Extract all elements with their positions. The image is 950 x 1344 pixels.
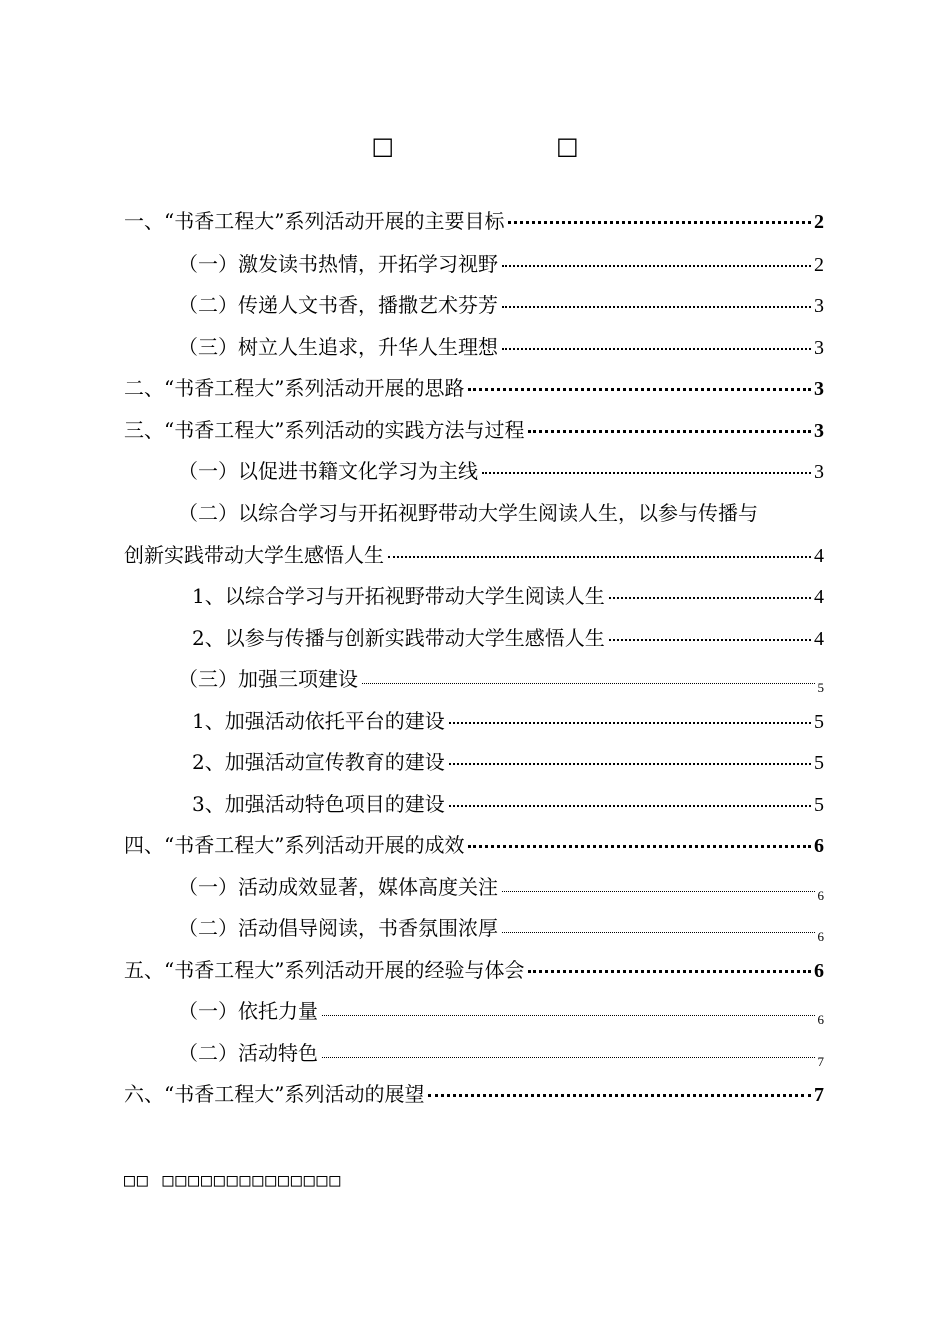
footer-note: □□ □□□□□□□□□□□□□□ [124,1170,343,1191]
toc-entry-text: 创新实践带动大学生感悟人生 [124,543,384,567]
toc-entry-text: （二）活动倡导阅读，书香氛围浓厚 [178,916,498,940]
toc-leader [322,1015,815,1016]
toc-page-number: 3 [814,295,824,317]
toc-entry[interactable] [178,997,824,1025]
toc-page-number: 5 [814,752,824,774]
toc-leader [388,556,811,558]
toc-entry-text: （一）以促进书籍文化学习为主线 [178,459,478,483]
toc-entry-text: （一）活动成效显著，媒体高度关注 [178,875,498,899]
toc-leader [528,970,811,973]
toc-entry-text: （二）活动特色 [178,1041,318,1065]
toc-leader [502,265,811,267]
toc-entry[interactable] [124,416,824,444]
toc-entry[interactable] [178,1039,824,1067]
toc-leader [502,932,815,933]
toc-page-number: 3 [814,420,824,442]
toc-page-number: 5 [814,711,824,733]
toc-leader [428,1094,811,1097]
toc-entry-text: 一、“书香工程大”系列活动开展的主要目标 [124,209,505,233]
toc-page-number: 6 [817,1012,824,1027]
toc-page-number: 2 [814,211,824,233]
toc-entry[interactable] [178,457,824,485]
toc-page-number: 4 [814,628,824,650]
toc-entry-text: 六、“书香工程大”系列活动的展望 [124,1082,425,1106]
toc-entry-text: 2、加强活动宣传教育的建设 [192,750,445,774]
page-title: □ □ [371,132,617,160]
toc-entry-text: 五、“书香工程大”系列活动开展的经验与体会 [124,958,525,982]
toc-leader [468,388,811,391]
toc-entry-text: （三）树立人生追求，升华人生理想 [178,335,498,359]
toc-leader [609,639,811,641]
toc-leader [508,221,811,224]
toc-entry-text: （一）激发读书热情，开拓学习视野 [178,252,498,276]
toc-page-number: 3 [814,461,824,483]
toc-page-number: 6 [817,929,824,944]
toc-leader [609,597,811,599]
toc-entry[interactable] [192,624,824,652]
toc-page-number: 4 [814,545,824,567]
toc-leader [449,722,811,724]
toc-leader [322,1057,815,1058]
toc-entry-text: （二）传递人文书香，播撒艺术芬芳 [178,293,498,317]
toc-entry[interactable] [178,914,824,942]
toc-entry[interactable] [124,831,824,859]
toc-page-number: 6 [814,835,824,857]
toc-leader [449,805,811,807]
toc-entry[interactable] [178,873,824,901]
toc-page-number: 7 [814,1084,824,1106]
toc-entry-text: （一）依托力量 [178,999,318,1023]
toc-entry[interactable] [178,250,824,278]
toc-page-number: 2 [814,254,824,276]
toc-entry[interactable] [178,333,824,361]
toc-entry-text-line1[interactable]: （二）以综合学习与开拓视野带动大学生阅读人生，以参与传播与 [178,501,758,525]
toc-entry[interactable] [124,541,824,569]
toc-page-number: 6 [817,888,824,903]
toc-page-number: 3 [814,378,824,400]
toc-entry[interactable] [124,374,824,402]
toc-entry[interactable] [124,956,824,984]
toc-entry[interactable] [192,707,824,735]
toc-page-number: 3 [814,337,824,359]
toc-entry[interactable] [178,665,824,693]
toc-leader [449,763,811,765]
toc-leader [362,683,815,684]
toc-page-number: 5 [814,794,824,816]
toc-entry-text: 3、加强活动特色项目的建设 [192,792,445,816]
toc-entry-text: 三、“书香工程大”系列活动的实践方法与过程 [124,418,525,442]
toc-leader [468,845,811,848]
toc-leader [502,891,815,892]
toc-entry[interactable] [178,291,824,319]
toc-entry[interactable] [124,207,824,235]
toc-page-number: 7 [817,1054,824,1069]
toc-entry-text: 二、“书香工程大”系列活动开展的思路 [124,376,465,400]
toc-entry[interactable] [192,582,824,610]
toc-entry-text: 1、以综合学习与开拓视野带动大学生阅读人生 [192,584,605,608]
toc-leader [502,306,811,308]
toc-entry[interactable] [124,1080,824,1108]
toc-entry-text: 2、以参与传播与创新实践带动大学生感悟人生 [192,626,605,650]
toc-entry-text: 1、加强活动依托平台的建设 [192,709,445,733]
toc-entry-text: 四、“书香工程大”系列活动开展的成效 [124,833,465,857]
toc-page-number: 4 [814,586,824,608]
toc-leader [502,348,811,350]
toc-entry-text: （三）加强三项建设 [178,667,358,691]
toc-entry[interactable] [192,790,824,818]
toc-entry[interactable] [192,748,824,776]
toc-leader [482,472,811,474]
toc-page-number: 6 [814,960,824,982]
toc-page-number: 5 [817,680,824,695]
toc-leader [528,430,811,433]
